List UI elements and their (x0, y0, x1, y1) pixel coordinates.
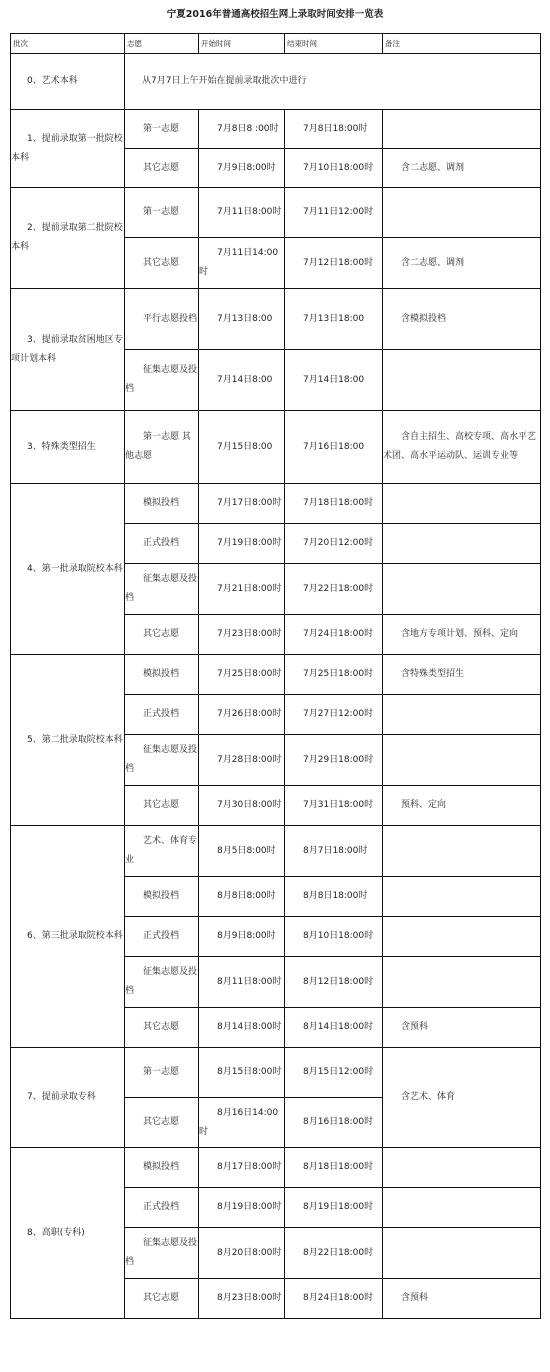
batch-cell: 6、第三批录取院校本科 (11, 826, 125, 1048)
note-cell: 含地方专项计划、预科、定向 (383, 615, 541, 655)
note-cell (383, 695, 541, 735)
end-time-cell: 7月18日18:00时 (285, 484, 383, 524)
volunteer-cell: 征集志愿及投档 (125, 735, 199, 786)
volunteer-cell: 平行志愿投档 (125, 289, 199, 350)
start-time-cell: 7月23日8:00时 (199, 615, 285, 655)
table-row (11, 54, 541, 110)
start-time-cell: 8月9日8:00时 (199, 917, 285, 957)
volunteer-cell: 艺术、体育专业 (125, 826, 199, 877)
end-time-cell: 7月22日18:00时 (285, 564, 383, 615)
start-time-cell: 7月26日8:00时 (199, 695, 285, 735)
note-cell (383, 564, 541, 615)
batch-cell: 4、第一批录取院校本科 (11, 484, 125, 655)
volunteer-cell: 第一志愿 (125, 188, 199, 238)
volunteer-cell: 征集志愿及投档 (125, 1228, 199, 1279)
end-time-cell: 8月8日18:00时 (285, 877, 383, 917)
start-time-cell: 8月5日8:00时 (199, 826, 285, 877)
note-cell: 从7月7日上午开始在提前录取批次中进行 (125, 54, 541, 110)
note-cell (383, 188, 541, 238)
note-cell (383, 1148, 541, 1188)
start-time-cell: 8月19日8:00时 (199, 1188, 285, 1228)
note-cell: 含二志愿、调剂 (383, 238, 541, 289)
start-time-cell: 7月13日8:00 (199, 289, 285, 350)
note-cell (383, 484, 541, 524)
volunteer-cell: 征集志愿及投档 (125, 350, 199, 411)
table-row (11, 484, 541, 524)
batch-cell: 1、提前录取第一批院校本科 (11, 110, 125, 188)
start-time-cell: 7月11日14:00时 (199, 238, 285, 289)
volunteer-cell: 其它志愿 (125, 149, 199, 188)
note-cell: 预科、定向 (383, 786, 541, 826)
start-time-cell: 7月28日8:00时 (199, 735, 285, 786)
start-time-cell: 8月23日8:00时 (199, 1279, 285, 1319)
end-time-cell: 8月22日18:00时 (285, 1228, 383, 1279)
start-time-cell: 8月17日8:00时 (199, 1148, 285, 1188)
header-batch: 批次 (11, 34, 125, 54)
table-row (11, 188, 541, 238)
volunteer-cell: 其它志愿 (125, 1008, 199, 1048)
end-time-cell: 8月19日18:00时 (285, 1188, 383, 1228)
batch-cell: 3、提前录取贫困地区专项计划本科 (11, 289, 125, 411)
end-time-cell: 8月7日18:00时 (285, 826, 383, 877)
end-time-cell: 8月10日18:00时 (285, 917, 383, 957)
volunteer-cell: 正式投档 (125, 917, 199, 957)
start-time-cell: 8月8日8:00时 (199, 877, 285, 917)
schedule-table (10, 33, 541, 1319)
volunteer-cell: 正式投档 (125, 524, 199, 564)
start-time-cell: 8月20日8:00时 (199, 1228, 285, 1279)
table-row (11, 1048, 541, 1098)
note-cell: 含预科 (383, 1008, 541, 1048)
table-row (11, 826, 541, 877)
volunteer-cell: 其它志愿 (125, 238, 199, 289)
start-time-cell: 8月16日14:00时 (199, 1098, 285, 1148)
volunteer-cell: 模拟投档 (125, 1148, 199, 1188)
volunteer-cell: 模拟投档 (125, 655, 199, 695)
volunteer-cell: 其它志愿 (125, 1279, 199, 1319)
volunteer-cell: 其它志愿 (125, 786, 199, 826)
note-cell: 含艺术、体育 (383, 1048, 541, 1148)
note-cell (383, 524, 541, 564)
note-cell (383, 350, 541, 411)
volunteer-cell: 正式投档 (125, 1188, 199, 1228)
note-cell (383, 1188, 541, 1228)
volunteer-cell: 其它志愿 (125, 1098, 199, 1148)
header-volunteer: 志愿 (125, 34, 199, 54)
batch-cell: 2、提前录取第二批院校本科 (11, 188, 125, 289)
note-cell (383, 110, 541, 149)
end-time-cell: 7月25日18:00时 (285, 655, 383, 695)
end-time-cell: 8月14日18:00时 (285, 1008, 383, 1048)
end-time-cell: 8月24日18:00时 (285, 1279, 383, 1319)
end-time-cell: 7月31日18:00时 (285, 786, 383, 826)
start-time-cell: 7月15日8:00 (199, 411, 285, 484)
note-cell: 含自主招生、高校专项、高水平艺术团、高水平运动队、运训专业等 (383, 411, 541, 484)
start-time-cell: 7月25日8:00时 (199, 655, 285, 695)
table-header-row (11, 34, 541, 54)
batch-cell: 7、提前录取专科 (11, 1048, 125, 1148)
end-time-cell: 8月16日18:00时 (285, 1098, 383, 1148)
note-cell (383, 735, 541, 786)
note-cell: 含预科 (383, 1279, 541, 1319)
start-time-cell: 8月14日8:00时 (199, 1008, 285, 1048)
start-time-cell: 7月11日8:00时 (199, 188, 285, 238)
header-note: 备注 (383, 34, 541, 54)
start-time-cell: 7月8日8 :00时 (199, 110, 285, 149)
note-cell (383, 877, 541, 917)
note-cell: 含模拟投档 (383, 289, 541, 350)
start-time-cell: 7月9日8:00时 (199, 149, 285, 188)
volunteer-cell: 模拟投档 (125, 484, 199, 524)
end-time-cell: 7月14日18:00 (285, 350, 383, 411)
end-time-cell: 7月29日18:00时 (285, 735, 383, 786)
end-time-cell: 7月11日12:00时 (285, 188, 383, 238)
start-time-cell: 7月14日8:00 (199, 350, 285, 411)
note-cell: 含二志愿、调剂 (383, 149, 541, 188)
note-cell (383, 826, 541, 877)
note-cell (383, 957, 541, 1008)
start-time-cell: 8月15日8:00时 (199, 1048, 285, 1098)
batch-cell: 8、高职(专科) (11, 1148, 125, 1319)
note-cell: 含特殊类型招生 (383, 655, 541, 695)
volunteer-cell: 模拟投档 (125, 877, 199, 917)
end-time-cell: 8月15日12:00时 (285, 1048, 383, 1098)
start-time-cell: 7月19日8:00时 (199, 524, 285, 564)
end-time-cell: 7月16日18:00 (285, 411, 383, 484)
end-time-cell: 7月13日18:00 (285, 289, 383, 350)
table-row (11, 655, 541, 695)
batch-cell: 0、艺术本科 (11, 54, 125, 110)
page-title: 宁夏2016年普通高校招生网上录取时间安排一览表 (166, 9, 384, 20)
volunteer-cell: 征集志愿及投档 (125, 957, 199, 1008)
end-time-cell: 8月18日18:00时 (285, 1148, 383, 1188)
end-time-cell: 8月12日18:00时 (285, 957, 383, 1008)
note-cell (383, 917, 541, 957)
start-time-cell: 7月30日8:00时 (199, 786, 285, 826)
end-time-cell: 7月12日18:00时 (285, 238, 383, 289)
end-time-cell: 7月20日12:00时 (285, 524, 383, 564)
start-time-cell: 7月17日8:00时 (199, 484, 285, 524)
batch-cell: 3、特殊类型招生 (11, 411, 125, 484)
volunteer-cell: 征集志愿及投档 (125, 564, 199, 615)
end-time-cell: 7月24日18:00时 (285, 615, 383, 655)
end-time-cell: 7月10日18:00时 (285, 149, 383, 188)
header-end: 结束时间 (285, 34, 383, 54)
header-start: 开始时间 (199, 34, 285, 54)
volunteer-cell: 正式投档 (125, 695, 199, 735)
start-time-cell: 7月21日8:00时 (199, 564, 285, 615)
table-row (11, 289, 541, 350)
table-row (11, 411, 541, 484)
end-time-cell: 7月8日18:00时 (285, 110, 383, 149)
start-time-cell: 8月11日8:00时 (199, 957, 285, 1008)
volunteer-cell: 其它志愿 (125, 615, 199, 655)
volunteer-cell: 第一志愿 其他志愿 (125, 411, 199, 484)
table-row (11, 110, 541, 149)
note-cell (383, 1228, 541, 1279)
volunteer-cell: 第一志愿 (125, 1048, 199, 1098)
end-time-cell: 7月27日12:00时 (285, 695, 383, 735)
table-row (11, 1148, 541, 1188)
volunteer-cell: 第一志愿 (125, 110, 199, 149)
batch-cell: 5、第二批录取院校本科 (11, 655, 125, 826)
